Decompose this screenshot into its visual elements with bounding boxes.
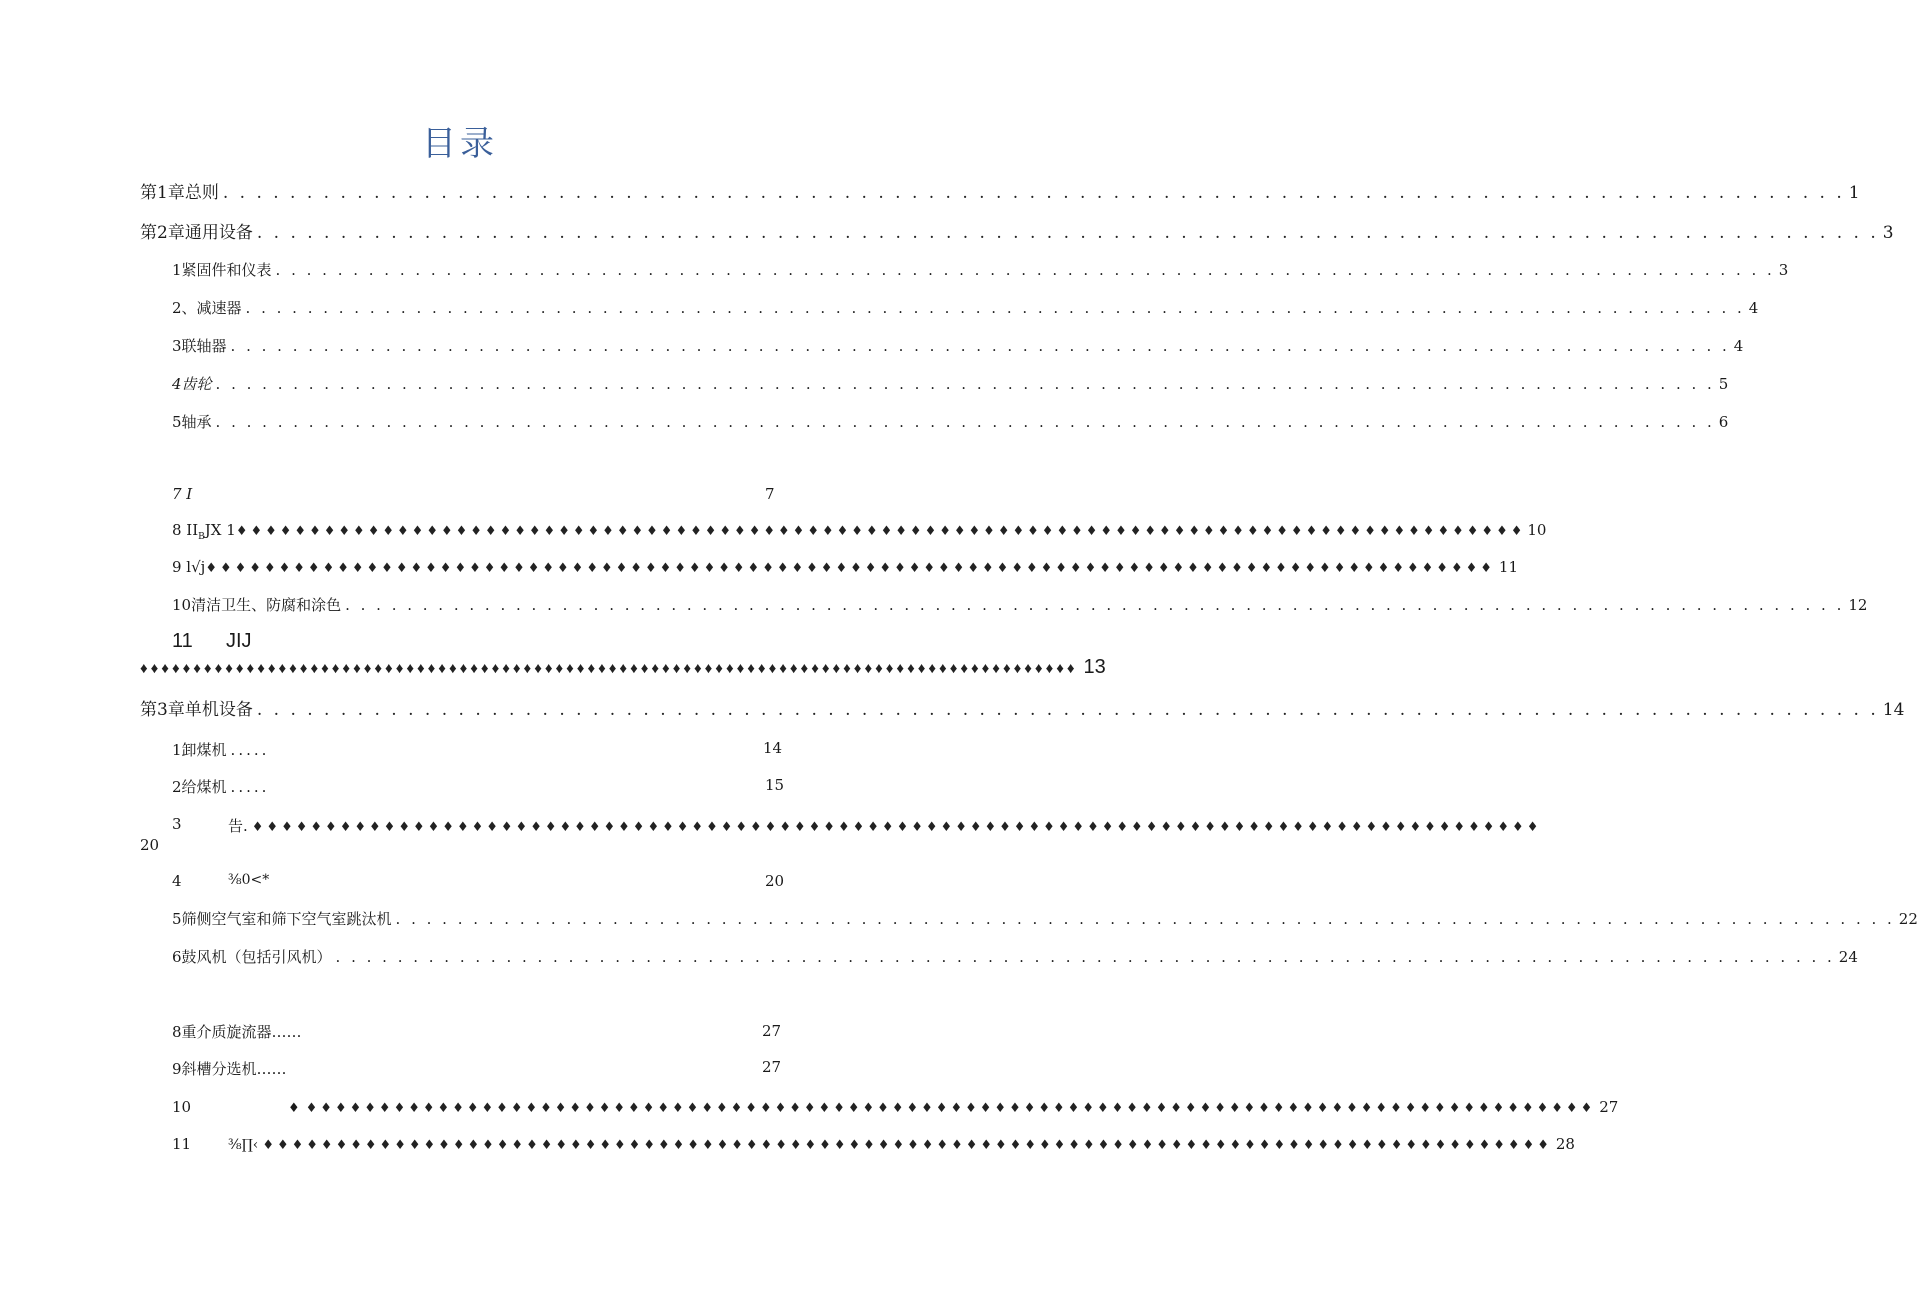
toc-entry-2-2[interactable] [172,297,1759,318]
toc-entry-3-4-num[interactable]: 4 [172,872,182,890]
toc-entry-2-4[interactable] [172,373,1729,394]
page-number: 1 [1848,183,1860,203]
diamond-leader: ♦♦♦♦♦♦♦♦♦♦♦♦♦♦♦♦♦♦♦♦♦♦♦♦♦♦♦♦♦♦♦♦♦♦♦♦♦♦♦♦♦♦♦♦♦♦♦♦♦♦♦♦♦♦♦♦♦♦♦♦♦♦♦♦♦♦♦♦♦♦♦♦♦♦♦♦♦♦♦♦♦♦♦♦♦♦♦♦ [235,524,1526,539]
entry-label: 6鼓风机（包括引风机） [172,948,332,966]
toc-entry-3-3[interactable] [228,815,1542,836]
page-number: 22 [1898,910,1918,928]
toc-entry-3-1-page: 14 [763,739,783,757]
dot-leader: . . . . . . . . . . . . . . . . . . . . . . . . . . . . . . . . . . . . . . . . . . . . . . . . . . . . . . . . . . . . . . . . . . . . . . . . . . . . . . . . . . . . . . . . . . . . . . . . . [230,337,1730,355]
diamond-leader: ♦♦♦♦♦♦♦♦♦♦♦♦♦♦♦♦♦♦♦♦♦♦♦♦♦♦♦♦♦♦♦♦♦♦♦♦♦♦♦♦♦♦♦♦♦♦♦♦♦♦♦♦♦♦♦♦♦♦♦♦♦♦♦♦♦♦♦♦♦♦♦♦♦♦♦♦♦♦♦♦♦♦♦♦♦♦♦♦ [205,561,1495,576]
page-number: 14 [1882,700,1905,720]
diamond-leader: ♦♦♦♦♦♦♦♦♦♦♦♦♦♦♦♦♦♦♦♦♦♦♦♦♦♦♦♦♦♦♦♦♦♦♦♦♦♦♦♦♦♦♦♦♦♦♦♦♦♦♦♦♦♦♦♦♦♦♦♦♦♦♦♦♦♦♦♦♦♦♦♦♦♦♦♦♦♦♦♦♦♦♦♦♦♦♦♦ [140,660,1078,677]
toc-entry-3-4-label[interactable]: ⅜0<* [228,872,270,888]
toc-entry-3-4-page: 20 [765,872,785,890]
toc-entry-ch3[interactable] [140,695,1905,720]
page-number: 12 [1848,596,1868,614]
page-number: 4 [1748,299,1759,317]
toc-entry-2-1[interactable] [172,259,1789,280]
dot-leader: . . . . . . . . . . . . . . . . . . . . . . . . . . . . . . . . . . . . . . . . . . . . . . . . . . . . . . . . . . . . . . . . . . . . . . . . . . . . . . . . . . . . . . . . . . . . . . . . . [222,183,1845,203]
toc-entry-3-3-page: 20 [140,836,160,854]
dot-leader: . . . . . . . . . . . . . . . . . . . . . . . . . . . . . . . . . . . . . . . . . . . . . . . . . . . . . . . . . . . . . . . . . . . . . . . . . . . . . . . . . . . . . . . . . . . . . . . . . [275,261,1775,279]
dot-leader: …… [271,1023,302,1041]
entry-label: 第3章单机设备 [140,700,253,720]
entry-label: 5轴承 [172,413,212,431]
toc-entry-2-10[interactable] [172,594,1868,615]
diamond-leader: ♦♦♦♦♦♦♦♦♦♦♦♦♦♦♦♦♦♦♦♦♦♦♦♦♦♦♦♦♦♦♦♦♦♦♦♦♦♦♦♦♦♦♦♦♦♦♦♦♦♦♦♦♦♦♦♦♦♦♦♦♦♦♦♦♦♦♦♦♦♦♦♦♦♦♦♦♦♦♦♦♦♦♦♦♦♦♦♦ [262,1138,1552,1153]
dot-leader: …… [256,1060,287,1078]
page-number: 13 [1083,656,1106,678]
page-number: 27 [1599,1098,1619,1116]
entry-label: 第2章通用设备 [140,223,253,243]
toc-entry-2-3[interactable] [172,335,1744,356]
dot-leader: . . . . . . . . . . . . . . . . . . . . . . . . . . . . . . . . . . . . . . . . . . . . . . . . . . . . . . . . . . . . . . . . . . . . . . . . . . . . . . . . . . . . . . . . . . . . . . . . . [215,375,1715,393]
entry-label: 第1章总则 [140,183,219,203]
page-number: 28 [1555,1135,1575,1153]
toc-entry-3-2-page: 15 [765,776,785,794]
entry-label: ♦ [288,1101,300,1116]
entry-label: 1卸煤机 [172,741,227,759]
toc-entry-2-11-num[interactable]: 11 [172,630,193,652]
page-number: 6 [1718,413,1729,431]
dot-leader: . . . . . . . . . . . . . . . . . . . . . . . . . . . . . . . . . . . . . . . . . . . . . . . . . . . . . . . . . . . . . . . . . . . . . . . . . . . . . . . . . . . . . . . . . . . . . . . . . [256,700,1879,720]
entry-label: 8重介质旋流器 [172,1023,272,1041]
toc-entry-2-11-label[interactable]: JIJ [226,630,252,652]
page-number: 24 [1838,948,1858,966]
toc-entry-3-11-num[interactable]: 11 [172,1135,192,1153]
label-subscript: B [198,532,205,542]
entry-label: 9斜槽分选机 [172,1060,257,1078]
toc-entry-3-11[interactable] [228,1135,1575,1153]
toc-entry-2-7-label[interactable]: 7 I [172,485,193,503]
entry-label: 10清洁卫生、防腐和涂色 [172,596,342,614]
toc-entry-3-6[interactable] [172,946,1858,967]
label-part-rest: JX 1 [204,521,236,539]
page-number: 3 [1882,223,1894,243]
toc-entry-2-11-leader [140,656,1106,679]
page-number: 5 [1718,375,1729,393]
toc-entry-2-9[interactable] [172,558,1518,576]
toc-entry-ch2[interactable] [140,218,1894,243]
toc-entry-3-8-label[interactable] [172,1021,302,1042]
toc-entry-3-5[interactable] [172,908,1918,929]
dot-leader: . . . . . . . . . . . . . . . . . . . . . . . . . . . . . . . . . . . . . . . . . . . . . . . . . . . . . . . . . . . . . . . . . . . . . . . . . . . . . . . . . . . . . . . . . . . . . . . . . [245,299,1745,317]
entry-label: 1紧固件和仪表 [172,261,272,279]
dot-leader: . . . . . . . . . . . . . . . . . . . . . . . . . . . . . . . . . . . . . . . . . . . . . . . . . . . . . . . . . . . . . . . . . . . . . . . . . . . . . . . . . . . . . . . . . . . . . . . . . [256,223,1879,243]
entry-label: ⅜∏‹ [228,1137,259,1153]
page-number: 4 [1733,337,1744,355]
toc-entry-3-9-label[interactable] [172,1058,287,1079]
entry-label: 告. [228,817,248,835]
entry-label: 2、减速器 [172,299,242,317]
toc-entry-3-10-num[interactable]: 10 [172,1098,192,1116]
toc-entry-3-1-label[interactable] [172,739,269,760]
dot-leader: . . . . . . . . . . . . . . . . . . . . . . . . . . . . . . . . . . . . . . . . . . . . . . . . . . . . . . . . . . . . . . . . . . . . . . . . . . . . . . . . . . . . . . . . . . . . . . . . . [335,948,1835,966]
diamond-leader: ♦♦♦♦♦♦♦♦♦♦♦♦♦♦♦♦♦♦♦♦♦♦♦♦♦♦♦♦♦♦♦♦♦♦♦♦♦♦♦♦♦♦♦♦♦♦♦♦♦♦♦♦♦♦♦♦♦♦♦♦♦♦♦♦♦♦♦♦♦♦♦♦♦♦♦♦♦♦♦♦♦♦♦♦♦♦♦♦ [251,820,1542,835]
page-number: 11 [1498,558,1518,576]
entry-label: 4齿轮 [172,375,212,393]
toc-entry-ch1[interactable] [140,178,1860,203]
entry-label: 2给煤机 [172,778,227,796]
dot-leader: . . . . . . . . . . . . . . . . . . . . . . . . . . . . . . . . . . . . . . . . . . . . . . . . . . . . . . . . . . . . . . . . . . . . . . . . . . . . . . . . . . . . . . . . . . . . . . . . . [395,910,1895,928]
toc-entry-2-8[interactable] [172,521,1547,542]
entry-label [172,521,236,542]
entry-label: 9 l√j [172,558,206,576]
page-number: 3 [1778,261,1789,279]
dot-leader: ..... [230,778,270,796]
dot-leader: . . . . . . . . . . . . . . . . . . . . . . . . . . . . . . . . . . . . . . . . . . . . . . . . . . . . . . . . . . . . . . . . . . . . . . . . . . . . . . . . . . . . . . . . . . . . . . . . . [215,413,1715,431]
entry-label: 5筛侧空气室和筛下空气室跳汰机 [172,910,392,928]
toc-entry-3-3-num[interactable]: 3 [172,815,182,833]
toc-title: 目录 [422,124,498,164]
toc-entry-3-2-label[interactable] [172,776,269,797]
dot-leader: ..... [230,741,270,759]
page-number: 10 [1527,521,1547,539]
dot-leader: . . . . . . . . . . . . . . . . . . . . . . . . . . . . . . . . . . . . . . . . . . . . . . . . . . . . . . . . . . . . . . . . . . . . . . . . . . . . . . . . . . . . . . . . . . . . . . . . . [345,596,1845,614]
diamond-leader: ♦♦♦♦♦♦♦♦♦♦♦♦♦♦♦♦♦♦♦♦♦♦♦♦♦♦♦♦♦♦♦♦♦♦♦♦♦♦♦♦♦♦♦♦♦♦♦♦♦♦♦♦♦♦♦♦♦♦♦♦♦♦♦♦♦♦♦♦♦♦♦♦♦♦♦♦♦♦♦♦♦♦♦♦♦♦♦♦ [305,1101,1596,1116]
toc-entry-3-10[interactable] [288,1098,1619,1116]
toc-entry-2-5[interactable] [172,411,1729,432]
toc-entry-2-7-page: 7 [765,485,775,503]
toc-entry-3-9-page: 27 [762,1058,782,1076]
label-part: 8 II [172,521,199,539]
toc-entry-3-8-page: 27 [762,1022,782,1040]
entry-label: 3联轴器 [172,337,227,355]
